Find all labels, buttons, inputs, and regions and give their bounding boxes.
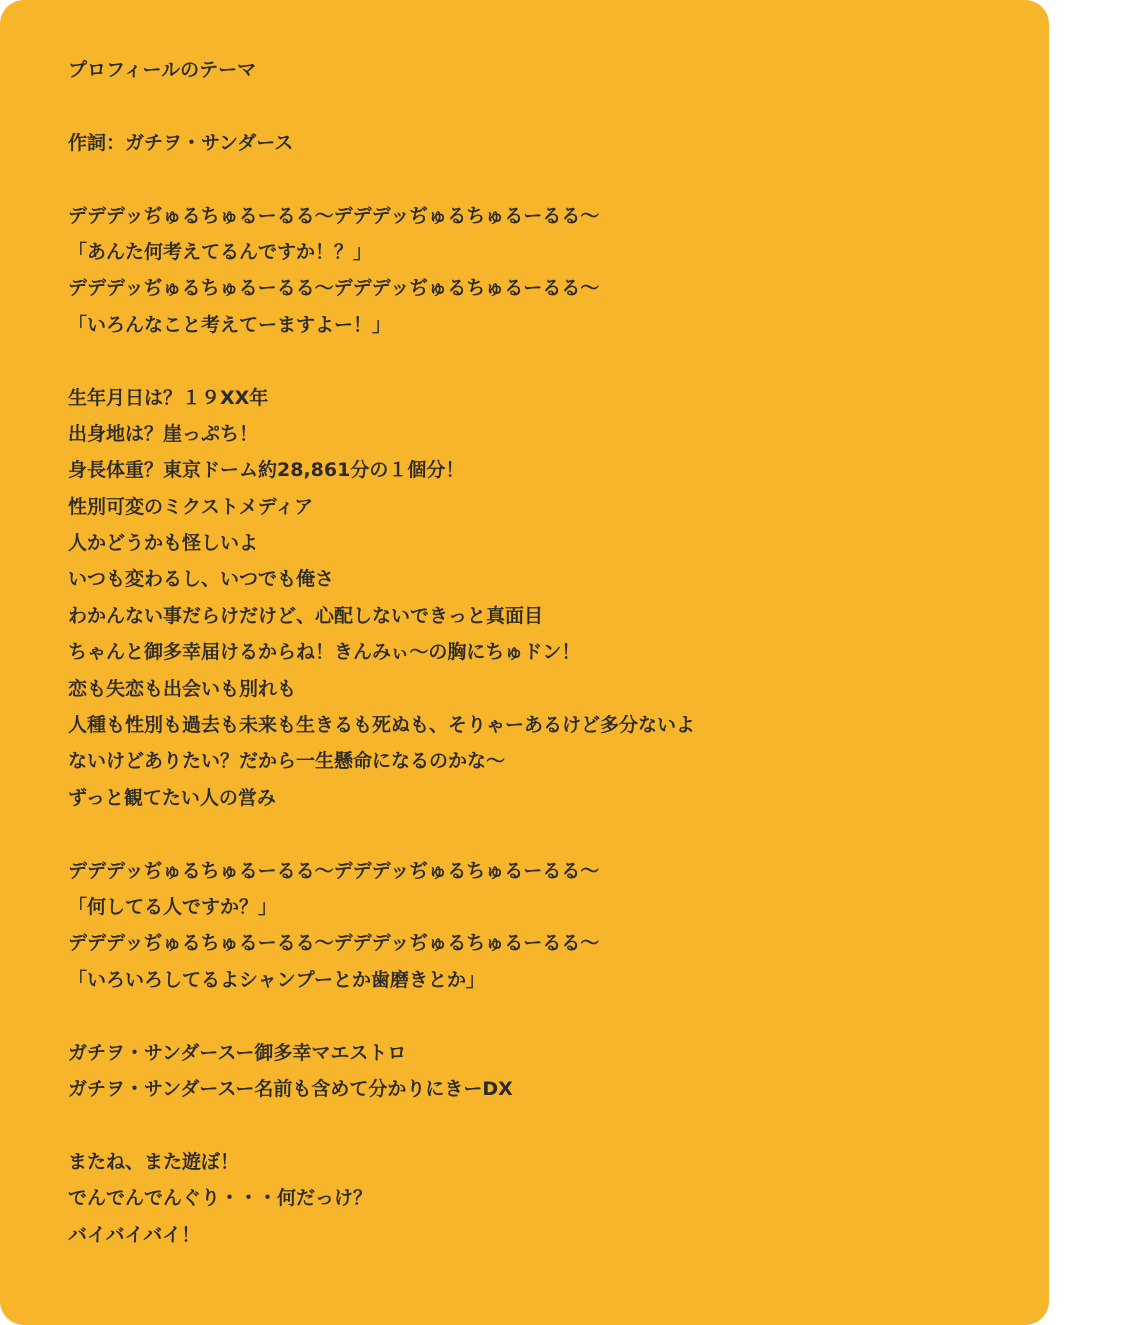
lyrics-line: ガチヲ・サンダースー御多幸マエストロ [68, 1041, 407, 1064]
lyrics-line [68, 343, 1029, 379]
lyrics-line: わかんない事だらけだけど、心配しないできっと真面目 [68, 604, 544, 627]
lyrics-line: デデデッぢゅるちゅるーるる〜デデデッぢゅるちゅるーるる〜 [68, 932, 600, 955]
lyrics-line: 作詞：ガチヲ・サンダース [68, 131, 294, 154]
lyrics-line: 身長体重？東京ドーム約28,861分の１個分！ [68, 459, 465, 482]
lyrics-line: ガチヲ・サンダースー名前も含めて分かりにきーDX [68, 1077, 513, 1100]
lyrics-line: 人かどうかも怪しいよ [68, 532, 259, 555]
lyrics-line: 生年月日は？１９XX年 [68, 386, 269, 409]
lyrics-line: 性別可変のミクストメディア [68, 495, 314, 518]
lyrics-line: 恋も失恋も出会いも別れも [68, 677, 297, 700]
lyrics-line [68, 161, 1029, 197]
lyrics-line: 「何してる人ですか？」 [68, 895, 278, 918]
lyrics-line [68, 1107, 1029, 1143]
lyrics-line: 人種も性別も過去も未来も生きるも死ぬも、そりゃーあるけど多分ないよ [68, 714, 696, 737]
lyrics-line: でんでんでんぐり・・・何だっけ？ [68, 1187, 373, 1210]
lyrics-line: デデデッぢゅるちゅるーるる〜デデデッぢゅるちゅるーるる〜 [68, 277, 600, 300]
lyrics-line: ちゃんと御多幸届けるからね！きんみぃ〜の胸にちゅドン！ [68, 641, 581, 664]
lyrics-line: 「いろんなこと考えてーますよー！」 [68, 313, 392, 336]
lyrics-line: デデデッぢゅるちゅるーるる〜デデデッぢゅるちゅるーるる〜 [68, 859, 600, 882]
lyrics-line [68, 816, 1029, 852]
lyrics-line: 「あんた何考えてるんですか！？」 [68, 240, 373, 263]
lyrics-line [68, 88, 1029, 124]
lyrics-line: またね、また遊ぼ！ [68, 1150, 240, 1173]
lyrics-line: デデデッぢゅるちゅるーるる〜デデデッぢゅるちゅるーるる〜 [68, 204, 600, 227]
lyrics-line: 出身地は？崖っぷち！ [68, 422, 259, 445]
lyrics-line: 「いろいろしてるよシャンプーとか歯磨きとか」 [68, 968, 486, 991]
lyrics-line [68, 998, 1029, 1034]
lyrics-line: プロフィールのテーマ [68, 59, 257, 81]
lyrics-line: いつも変わるし、いつでも俺さ [68, 568, 335, 591]
lyrics-line: バイバイバイ！ [68, 1223, 201, 1246]
lyrics-line: ないけどありたい？だから一生懸命になるのかな〜 [68, 750, 506, 773]
lyrics-line: ずっと観てたい人の営み [68, 786, 276, 809]
